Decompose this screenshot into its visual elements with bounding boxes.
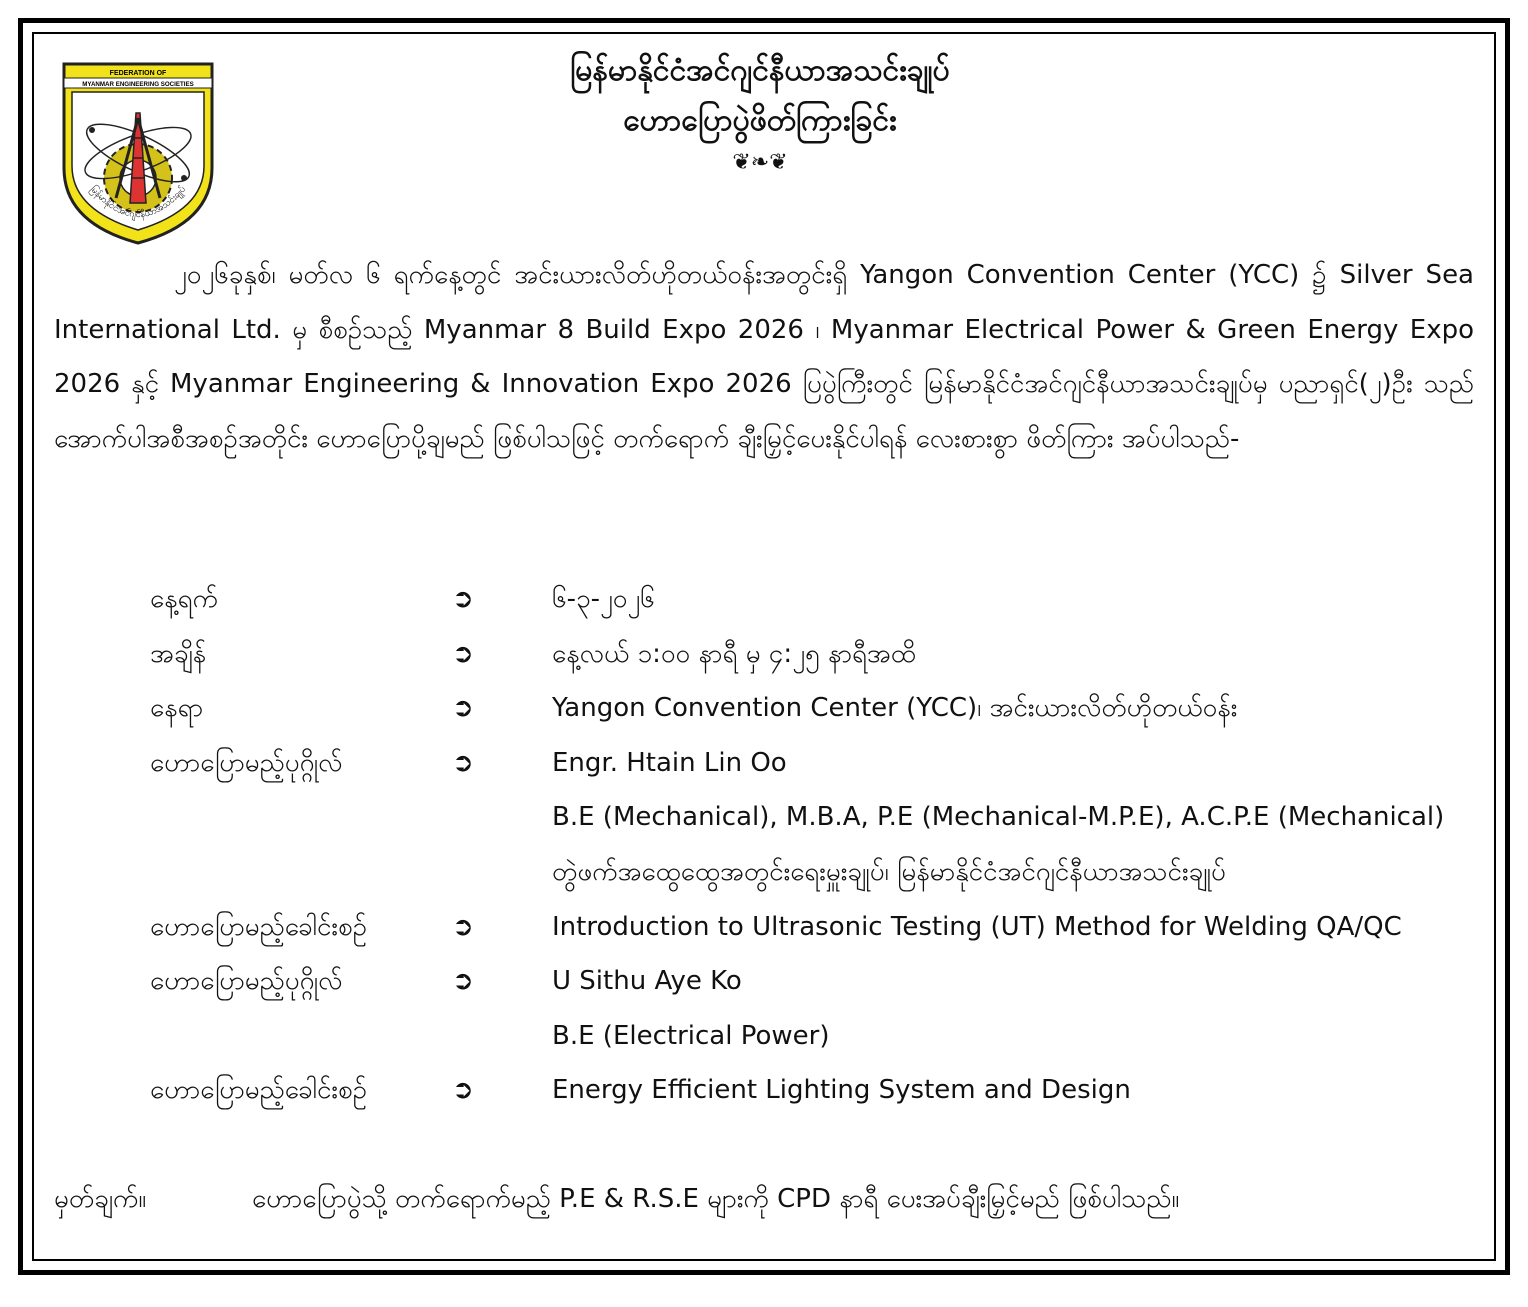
logo-bottom-text: မြန်မာနိုင်ငံအင်ဂျင်နီယာအသင်းချုပ် [88,184,188,221]
detail-label: အချိန် [150,638,207,669]
intro-paragraph: ၂၀၂၆ခုနှစ်၊ မတ်လ ၆ ရက်နေ့တွင် အင်းယားလိတ်ဟိုတယ်ဝန်းအတွင်းရှိ Yangon Convention Center (YCC) ၌ Silver Sea International Ltd. မှ စီစဉ်သည့် Myanmar 8 Build Expo 2026 ၊ Myanmar Electrical Power & Green Energy Expo 2026 နှင့် Myanmar Engineering & Innovation Expo 2026 ပြပွဲကြီးတွင် မြန်မာနိုင်ငံအင်ဂျင်နီယာအသင်းချုပ်မှ ပညာရှင်(၂)ဦး သည် အောက်ပါအစီအစဉ်အတိုင်း ဟောပြောပို့ချမည် ဖြစ်ပါသဖြင့် တက်ရောက် ချီးမြှင့်ပေးနိုင်ပါရန် လေးစားစွာ ဖိတ်ကြား အပ်ပါသည်- [54,260,1474,454]
detail-row [150,1009,1470,1064]
note-label: မှတ်ချက်။ [54,1184,147,1214]
arrow-icon: ➲ [452,693,474,724]
detail-value: U Sithu Aye Ko [552,966,742,997]
detail-row [150,1063,1470,1118]
detail-row [150,954,1470,1009]
detail-value: နေ့လယ် ၁:၀၀ နာရီ မှ ၄:၂၅ နာရီအထိ [552,638,916,669]
invitation-title: ဟောပြောပွဲဖိတ်ကြားခြင်း [623,103,897,138]
detail-label: ဟောပြောမည့်ပုဂ္ဂိုလ် [150,747,343,778]
detail-label: ဟောပြောမည့်ခေါင်းစဉ် [150,1075,368,1106]
detail-row [150,845,1470,900]
detail-row [150,900,1470,955]
detail-label: နေရာ [150,693,204,724]
detail-value: ၆-၃-၂၀၂၆ [552,584,655,614]
detail-value: B.E (Mechanical), M.B.A, P.E (Mechanical-M.P.E), A.C.P.E (Mechanical) [552,802,1445,833]
note-text: ဟောပြောပွဲသို့ တက်ရောက်မည့် P.E & R.S.E များကို CPD နာရီ ပေးအပ်ချီးမြှင့်မည် ဖြစ်ပါသည်။ [252,1184,1180,1214]
detail-row [150,572,1470,627]
arrow-icon: ➲ [452,638,474,669]
arrow-icon: ➲ [452,584,474,614]
logo-top-text: FEDERATION OF [109,70,167,77]
arrow-icon: ➲ [452,1075,474,1106]
detail-label: ဟောပြောမည့်ပုဂ္ဂိုလ် [150,966,343,997]
detail-value: Energy Efficient Lighting System and Design [552,1075,1131,1106]
detail-row [150,681,1470,736]
arrow-icon: ➲ [452,966,474,997]
detail-value: တွဲဖက်အထွေထွေအတွင်းရေးမှူးချုပ်၊ မြန်မာနိုင်ငံအင်ဂျင်နီယာအသင်းချုပ် [552,856,1226,887]
ornament-divider: ❦❧❦ [732,150,788,175]
arrow-icon: ➲ [452,747,474,778]
detail-row [150,736,1470,791]
detail-value: B.E (Electrical Power) [552,1020,830,1051]
detail-value: Engr. Htain Lin Oo [552,747,787,778]
logo-dot-icon [89,127,95,133]
detail-label: နေ့ရက် [150,584,218,614]
detail-row [150,627,1470,682]
logo-dot-icon-2 [181,175,187,181]
details-list [150,572,1470,1118]
detail-value: Introduction to Ultrasonic Testing (UT) Method for Welding QA/QC [552,911,1402,942]
detail-value: Yangon Convention Center (YCC)၊ အင်းယားလိတ်ဟိုတယ်ဝန်း [552,693,1238,724]
fmes-logo [58,58,218,248]
detail-label: ဟောပြောမည့်ခေါင်းစဉ် [150,911,368,942]
logo-band-text: MYANMAR ENGINEERING SOCIETIES [82,81,194,88]
arrow-icon: ➲ [452,911,474,942]
header [330,48,1190,178]
detail-row [150,790,1470,845]
intro-section [54,248,1474,466]
org-title: မြန်မာနိုင်ငံအင်ဂျင်နီယာအသင်းချုပ် [570,53,950,88]
